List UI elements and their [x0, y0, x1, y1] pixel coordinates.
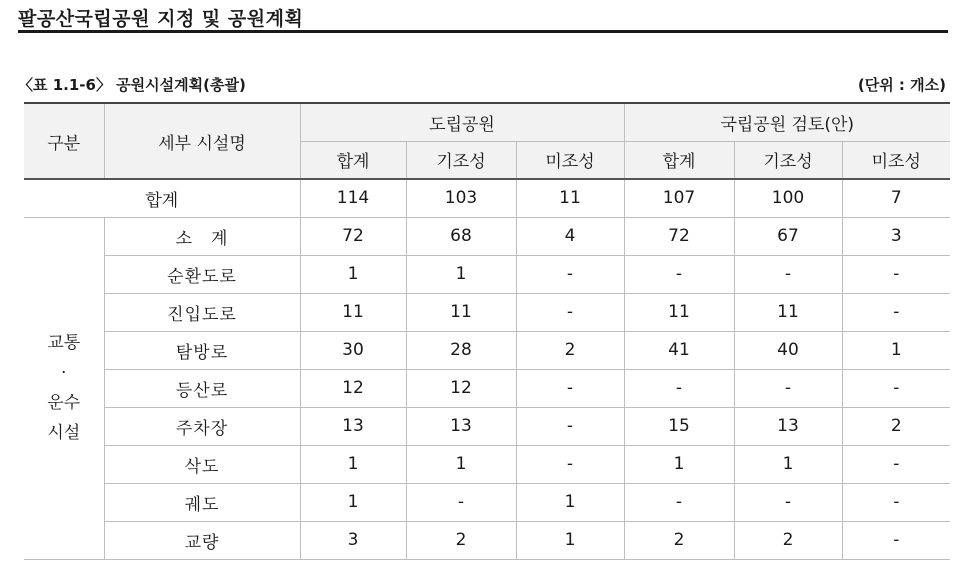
table-cell: 1 [300, 255, 406, 293]
table-cell: - [842, 483, 950, 521]
row-name: 순환도로 [104, 255, 300, 293]
table-cell: - [406, 483, 516, 521]
table-cell: - [516, 293, 624, 331]
table-cell: - [842, 293, 950, 331]
table-cell: - [842, 255, 950, 293]
document-title: 팔공산국립공원 지정 및 공원계획 [18, 8, 304, 30]
table-cell: - [516, 445, 624, 483]
row-name: 소 계 [104, 217, 300, 255]
table-cell: 11 [300, 293, 406, 331]
table-cell: 103 [406, 179, 516, 217]
row-name: 궤도 [104, 483, 300, 521]
table-cell: 12 [300, 369, 406, 407]
table-cell: 1 [300, 483, 406, 521]
header-division: 구분 [24, 103, 104, 179]
table-cell: 3 [842, 217, 950, 255]
table-cell: 4 [516, 217, 624, 255]
table-cell: 1 [624, 445, 734, 483]
header-facility-name: 세부 시설명 [104, 103, 300, 179]
facility-plan-table [24, 102, 950, 560]
table-row [24, 483, 950, 521]
table-cell: - [734, 369, 842, 407]
subheader-total: 합계 [300, 141, 406, 179]
table-cell: 1 [300, 445, 406, 483]
table-cell: - [516, 407, 624, 445]
table-cell: 11 [406, 293, 516, 331]
subheader-built: 기조성 [734, 141, 842, 179]
subheader-total: 합계 [624, 141, 734, 179]
group-label-line: 시설 [47, 423, 81, 443]
table-cell: 40 [734, 331, 842, 369]
group-label-line: 교통 [47, 333, 81, 353]
table-row [24, 407, 950, 445]
table-cell: 41 [624, 331, 734, 369]
row-name: 진입도로 [104, 293, 300, 331]
table-cell: 2 [842, 407, 950, 445]
table-cell: 1 [406, 255, 516, 293]
row-name: 주차장 [104, 407, 300, 445]
table-cell: 1 [406, 445, 516, 483]
table-cell: - [516, 255, 624, 293]
table-cell: 30 [300, 331, 406, 369]
table-row [24, 331, 950, 369]
subheader-unbuilt: 미조성 [842, 141, 950, 179]
table-cell: 2 [516, 331, 624, 369]
unit-label: (단위 : 개소) [857, 76, 946, 94]
table-cell: - [842, 521, 950, 559]
table-cell: 11 [734, 293, 842, 331]
table-cell: 7 [842, 179, 950, 217]
table-cell: 67 [734, 217, 842, 255]
table-cell: 11 [624, 293, 734, 331]
table-cell: 12 [406, 369, 516, 407]
table-cell: 13 [300, 407, 406, 445]
header-national-park-review: 국립공원 검토(안) [624, 103, 950, 141]
table-cell: 1 [734, 445, 842, 483]
table-cell: - [842, 369, 950, 407]
table-cell: 11 [516, 179, 624, 217]
row-name: 삭도 [104, 445, 300, 483]
table-cell: 1 [842, 331, 950, 369]
table-cell: 72 [300, 217, 406, 255]
table-cell: 100 [734, 179, 842, 217]
table-cell: 13 [734, 407, 842, 445]
group-label-line: 운수 [47, 393, 81, 413]
table-row [24, 293, 950, 331]
row-name: 탐방로 [104, 331, 300, 369]
table-cell: 72 [624, 217, 734, 255]
subheader-unbuilt: 미조성 [516, 141, 624, 179]
table-cell: - [624, 369, 734, 407]
table-cell: 114 [300, 179, 406, 217]
table-cell: 2 [406, 521, 516, 559]
table-row-total [24, 179, 950, 217]
row-name: 등산로 [104, 369, 300, 407]
table-cell: - [734, 483, 842, 521]
table-cell: - [516, 369, 624, 407]
table-cell: 3 [300, 521, 406, 559]
group-transport-facilities [24, 217, 104, 559]
table-cell: 68 [406, 217, 516, 255]
table-cell: - [842, 445, 950, 483]
table-cell: 2 [734, 521, 842, 559]
table-cell: 1 [516, 521, 624, 559]
row-name: 교량 [104, 521, 300, 559]
table-cell: 13 [406, 407, 516, 445]
total-label: 합계 [24, 179, 300, 217]
group-label-line: · [61, 363, 67, 383]
table-cell: 2 [624, 521, 734, 559]
table-caption: 〈표 1.1-6〉 공원시설계획(총괄) [18, 76, 246, 94]
table-cell: 1 [516, 483, 624, 521]
table-cell: 28 [406, 331, 516, 369]
table-row [24, 217, 950, 255]
table-cell: - [624, 483, 734, 521]
table-row [24, 521, 950, 559]
table-row [24, 255, 950, 293]
table-row [24, 445, 950, 483]
table-row [24, 369, 950, 407]
subheader-built: 기조성 [406, 141, 516, 179]
table-cell: 107 [624, 179, 734, 217]
table-cell: 15 [624, 407, 734, 445]
table-cell: - [734, 255, 842, 293]
title-divider [18, 30, 948, 33]
header-provincial-park: 도립공원 [300, 103, 624, 141]
table-cell: - [624, 255, 734, 293]
